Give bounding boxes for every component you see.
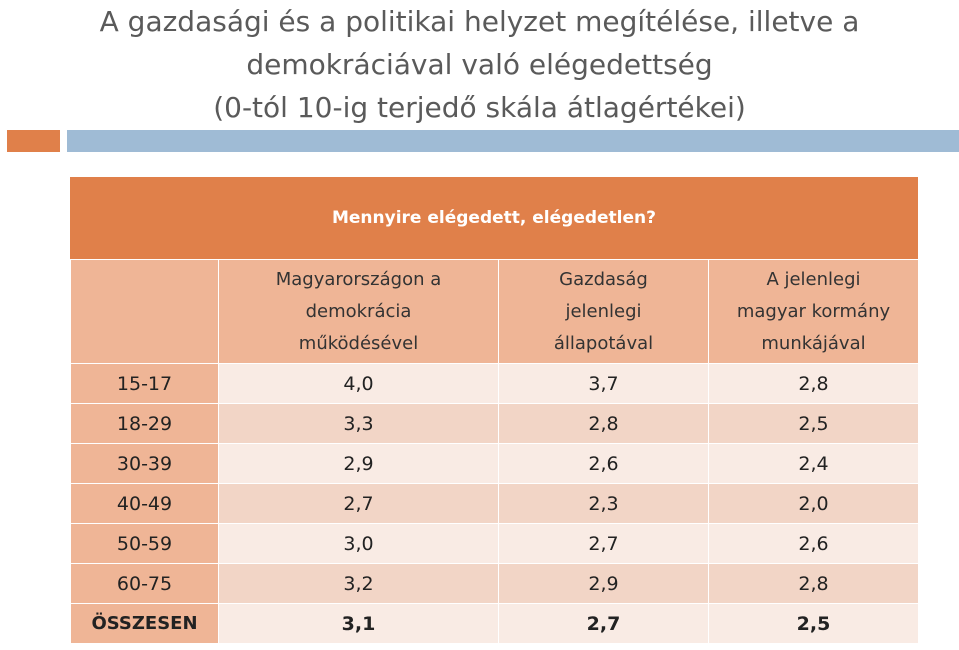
column-header-line: működésével [298,332,419,354]
title-line-2: demokráciával való elégedettség [246,48,713,81]
column-header-line: A jelenlegi [766,268,861,290]
table-row [71,564,919,604]
table-cell: 3,0 [219,524,499,564]
table-row [71,444,919,484]
row-label: 15-17 [71,364,219,404]
table-row [71,524,919,564]
column-header-line: Gazdaság [559,268,648,290]
row-label: 18-29 [71,404,219,444]
column-header-government [709,260,919,364]
table-cell: 3,2 [219,564,499,604]
table-cell: 2,6 [709,524,919,564]
table-cell: 2,8 [499,404,709,444]
column-header-democracy [219,260,499,364]
table-cell: 2,5 [709,404,919,444]
column-header-line: Magyarországon a [275,268,442,290]
row-label: 60-75 [71,564,219,604]
table-cell-total: 2,7 [499,604,709,644]
table-cell: 2,8 [709,564,919,604]
table-row-total [71,604,919,644]
table-cell: 2,6 [499,444,709,484]
table-cell: 4,0 [219,364,499,404]
table-row [71,404,919,444]
column-header-line: magyar kormány [736,300,891,322]
row-label: 40-49 [71,484,219,524]
slide-title [0,0,959,129]
accent-bar-blue [67,130,959,152]
table-cell: 2,0 [709,484,919,524]
column-header-line: demokrácia [305,300,412,322]
table-cell: 2,7 [219,484,499,524]
table-cell: 3,3 [219,404,499,444]
table-cell: 2,7 [499,524,709,564]
data-table [70,175,918,644]
table-cell: 2,4 [709,444,919,484]
title-line-3: (0-tól 10-ig terjedő skála átlagértékei) [213,91,746,124]
table-row [71,364,919,404]
column-header-economy [499,260,709,364]
row-label-total: ÖSSZESEN [71,604,219,644]
column-header-line: jelenlegi [565,300,642,322]
row-label: 30-39 [71,444,219,484]
title-line-1: A gazdasági és a politikai helyzet megítélése, illetve a [99,5,860,38]
column-header-line: állapotával [553,332,654,354]
table-cell: 2,9 [219,444,499,484]
row-label: 50-59 [71,524,219,564]
values-table [70,259,919,644]
corner-cell [71,260,219,364]
table-cell: 2,9 [499,564,709,604]
table-cell: 3,7 [499,364,709,404]
table-cell: 2,3 [499,484,709,524]
group-header [70,175,918,259]
table-cell-total: 3,1 [219,604,499,644]
table-cell-total: 2,5 [709,604,919,644]
table-cell: 2,8 [709,364,919,404]
column-header-line: munkájával [761,332,866,354]
table-row [71,484,919,524]
accent-bar-orange [7,130,60,152]
group-header-label: Mennyire elégedett, elégedetlen? [331,208,657,228]
